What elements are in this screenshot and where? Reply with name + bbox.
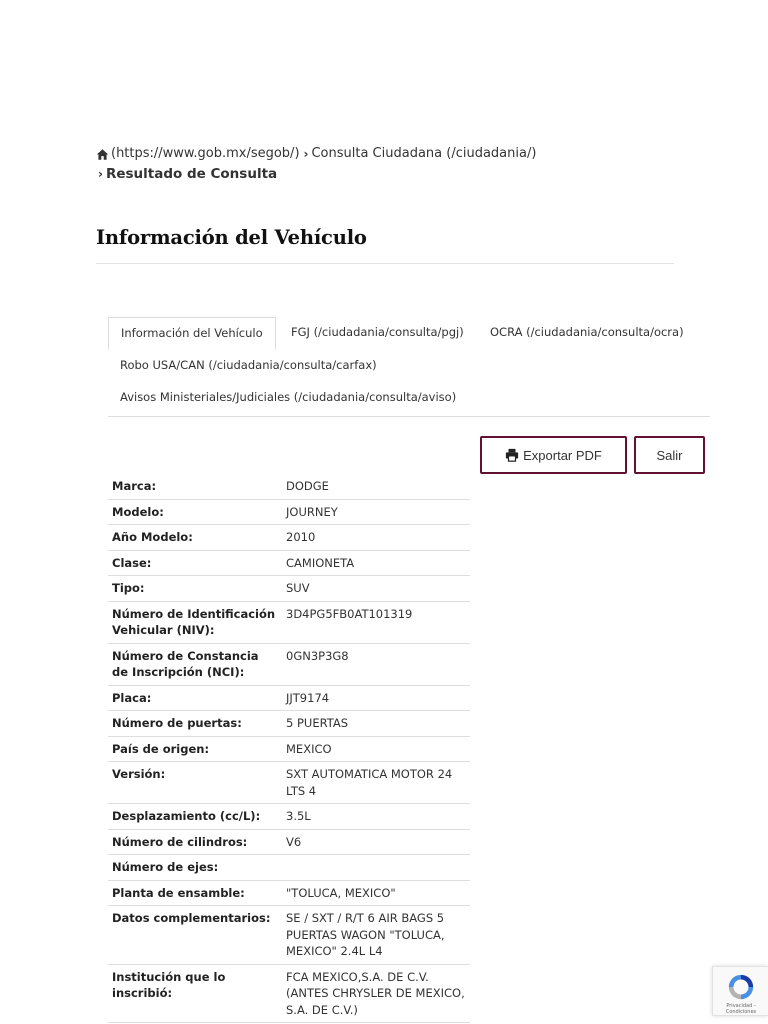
table-row — [108, 474, 470, 499]
row-label: Número de ejes: — [108, 855, 282, 881]
row-value: 5 PUERTAS — [282, 711, 470, 737]
recaptcha-text[interactable]: Privacidad - Condiciones — [725, 1003, 757, 1015]
exit-button[interactable]: Salir — [634, 436, 705, 474]
tab-ocra[interactable]: OCRA (/ciudadania/consulta/ocra) — [490, 325, 684, 339]
row-label: Modelo: — [108, 499, 282, 525]
row-label: Versión: — [108, 762, 282, 804]
row-label: Placa: — [108, 685, 282, 711]
tab-avisos[interactable]: Avisos Ministeriales/Judiciales (/ciudadania/consulta/aviso) — [120, 390, 457, 404]
table-row — [108, 711, 470, 737]
breadcrumb-line-2 — [96, 164, 696, 184]
row-value: 3.5L — [282, 804, 470, 830]
row-label: Tipo: — [108, 576, 282, 602]
row-label: Número de Identificación Vehicular (NIV): — [108, 601, 282, 643]
home-icon[interactable] — [96, 148, 109, 161]
table-row — [108, 762, 470, 804]
table-row — [108, 601, 470, 643]
row-label: Planta de ensamble: — [108, 880, 282, 906]
row-value: CAMIONETA — [282, 550, 470, 576]
row-value: MEXICO — [282, 736, 470, 762]
export-pdf-label: Exportar PDF — [523, 447, 602, 463]
recaptcha-icon — [726, 972, 756, 1002]
row-value: "TOLUCA, MEXICO" — [282, 880, 470, 906]
row-value: V6 — [282, 829, 470, 855]
row-value: JOURNEY — [282, 499, 470, 525]
row-value: 2010 — [282, 525, 470, 551]
table-row — [108, 964, 470, 1023]
printer-icon — [505, 448, 519, 462]
row-label: Número de Constancia de Inscripción (NCI): — [108, 643, 282, 685]
tab-fgj[interactable]: FGJ (/ciudadania/consulta/pgj) — [291, 325, 464, 339]
row-value: SXT AUTOMATICA MOTOR 24 LTS 4 — [282, 762, 470, 804]
row-value: JJT9174 — [282, 685, 470, 711]
row-value: FCA MEXICO,S.A. DE C.V. (ANTES CHRYSLER DE MEXICO, S.A. DE C.V.) — [282, 964, 470, 1023]
page-title: Información del Vehículo — [96, 226, 367, 249]
row-label: Número de puertas: — [108, 711, 282, 737]
table-row — [108, 499, 470, 525]
table-row — [108, 685, 470, 711]
breadcrumb-home-link[interactable]: (https://www.gob.mx/segob/) — [111, 146, 300, 161]
row-value: SUV — [282, 576, 470, 602]
row-label: Marca: — [108, 474, 282, 499]
table-row — [108, 576, 470, 602]
row-value — [282, 855, 470, 881]
recaptcha-badge[interactable] — [712, 966, 768, 1016]
breadcrumb-consulta-link[interactable]: Consulta Ciudadana (/ciudadania/) — [311, 146, 537, 161]
row-value: SE / SXT / R/T 6 AIR BAGS 5 PUERTAS WAGON "TOLUCA, MEXICO" 2.4L L4 — [282, 906, 470, 965]
row-label: Clase: — [108, 550, 282, 576]
tab-bar — [108, 317, 710, 417]
row-label: Institución que lo inscribió: — [108, 964, 282, 1023]
breadcrumb-current: Resultado de Consulta — [105, 166, 278, 182]
table-row — [108, 880, 470, 906]
row-value: 3D4PG5FB0AT101319 — [282, 601, 470, 643]
table-row — [108, 525, 470, 551]
table-row — [108, 804, 470, 830]
table-row — [108, 906, 470, 965]
row-label: Desplazamiento (cc/L): — [108, 804, 282, 830]
row-value: DODGE — [282, 474, 470, 499]
table-row — [108, 736, 470, 762]
tab-robo-usa-can[interactable]: Robo USA/CAN (/ciudadania/consulta/carfax) — [120, 358, 377, 372]
title-divider — [96, 263, 674, 264]
row-label: Datos complementarios: — [108, 906, 282, 965]
vehicle-info-table — [108, 474, 470, 1023]
row-label: País de origen: — [108, 736, 282, 762]
row-label: Año Modelo: — [108, 525, 282, 551]
table-row — [108, 829, 470, 855]
row-value: 0GN3P3G8 — [282, 643, 470, 685]
chevron-right-icon: › — [303, 147, 309, 161]
table-row — [108, 550, 470, 576]
breadcrumb — [96, 144, 696, 184]
tab-informacion-vehiculo[interactable]: Información del Vehículo — [108, 317, 276, 350]
table-row — [108, 855, 470, 881]
export-pdf-button[interactable] — [480, 436, 627, 474]
chevron-right-icon: › — [98, 167, 103, 181]
table-row — [108, 643, 470, 685]
breadcrumb-line-1 — [96, 144, 696, 164]
row-label: Número de cilindros: — [108, 829, 282, 855]
